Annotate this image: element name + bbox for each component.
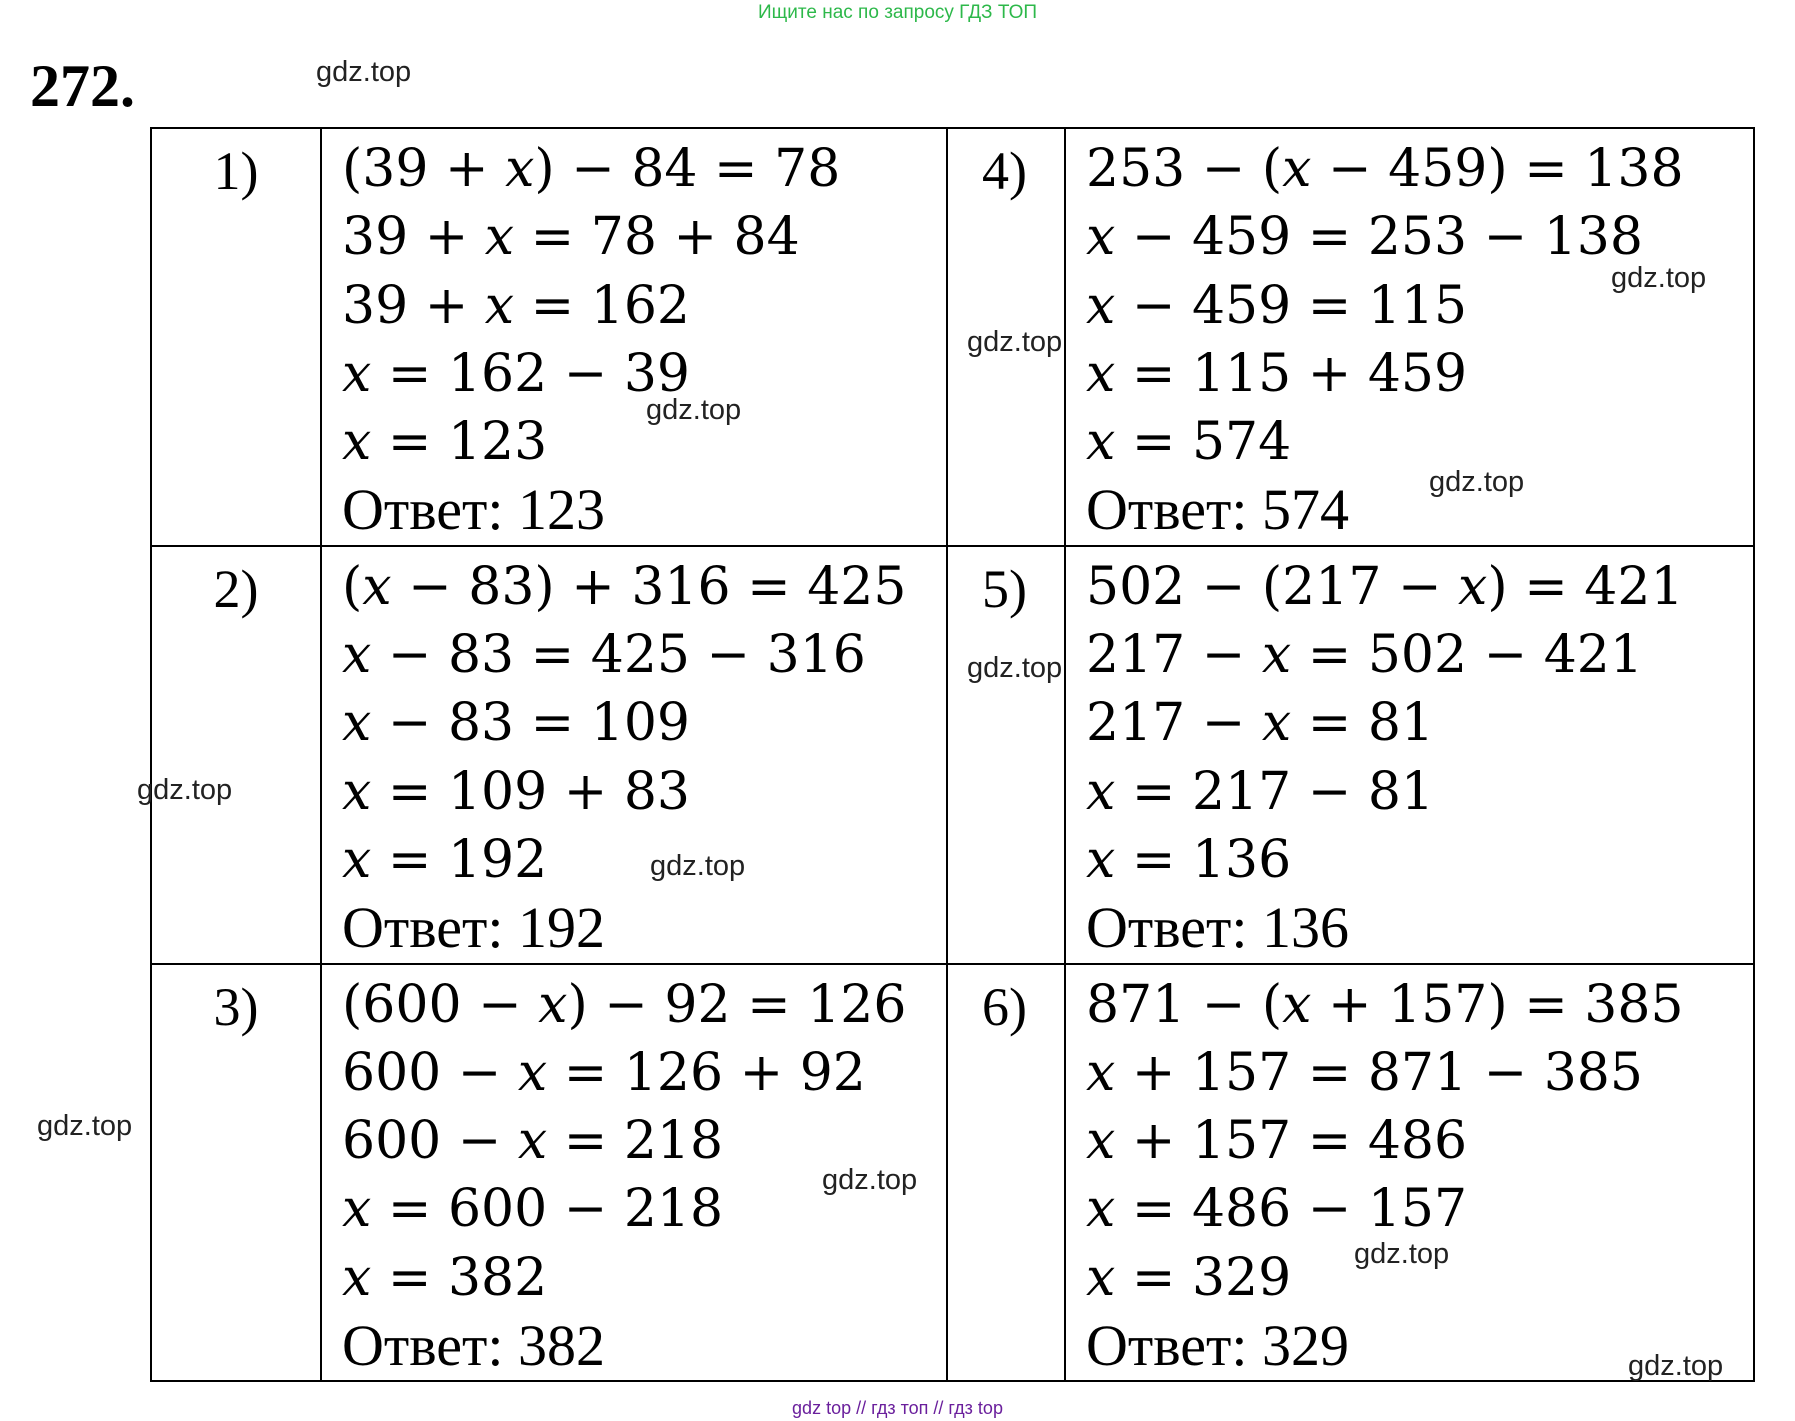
problem-label: 3) bbox=[151, 964, 321, 1382]
problem-label: 6) bbox=[947, 964, 1065, 1382]
solution-cell bbox=[321, 128, 947, 546]
solution-line: 𝑥 = 382 bbox=[342, 1247, 548, 1308]
footer-banner: gdz top // гдз топ // гдз top bbox=[792, 1398, 1003, 1418]
watermark: gdz.top bbox=[967, 652, 1063, 684]
solution-line: 39 + 𝑥 = 78 + 84 bbox=[342, 207, 800, 268]
solution-line: 600 − 𝑥 = 218 bbox=[342, 1111, 724, 1172]
solution-line: 𝑥 − 83 = 425 − 316 bbox=[342, 625, 866, 686]
problem-label: 4) bbox=[947, 128, 1065, 546]
watermark: gdz.top bbox=[1628, 1350, 1724, 1382]
top-banner: Ищите нас по запросу ГДЗ ТОП bbox=[757, 2, 1038, 23]
answer-line: Ответ: 192 bbox=[342, 895, 605, 961]
solution-cell bbox=[1065, 546, 1754, 964]
solution-line: (39 + 𝑥) − 84 = 78 bbox=[342, 139, 841, 199]
watermark: gdz.top bbox=[316, 56, 412, 88]
solution-cell bbox=[1065, 964, 1754, 1382]
solution-line: 253 − (𝑥 − 459) = 138 bbox=[1086, 139, 1684, 199]
solution-cell bbox=[1065, 128, 1754, 546]
solution-line: 𝑥 = 574 bbox=[1086, 412, 1292, 473]
solution-line: 39 + 𝑥 = 162 bbox=[342, 275, 691, 336]
watermark: gdz.top bbox=[822, 1164, 918, 1196]
solution-line: 600 − 𝑥 = 126 + 92 bbox=[342, 1042, 866, 1103]
watermark: gdz.top bbox=[646, 394, 742, 426]
solution-line: 𝑥 + 157 = 871 − 385 bbox=[1086, 1042, 1643, 1103]
solution-line: 𝑥 = 486 − 157 bbox=[1086, 1179, 1468, 1240]
table-row bbox=[151, 546, 1754, 964]
solution-line: 𝑥 = 217 − 81 bbox=[1086, 761, 1435, 822]
answer-line: Ответ: 382 bbox=[342, 1313, 605, 1379]
answer-line: Ответ: 123 bbox=[342, 477, 605, 543]
solution-line: 𝑥 = 136 bbox=[1086, 829, 1292, 890]
solution-line: 502 − (217 − 𝑥) = 421 bbox=[1086, 556, 1684, 617]
solution-line: 𝑥 − 459 = 253 − 138 bbox=[1086, 207, 1643, 268]
solution-line: 𝑥 + 157 = 486 bbox=[1086, 1111, 1468, 1172]
solution-line: 𝑥 = 162 − 39 bbox=[342, 343, 691, 404]
solutions-table bbox=[150, 127, 1755, 1382]
answer-line: Ответ: 574 bbox=[1086, 477, 1349, 543]
answer-line: Ответ: 136 bbox=[1086, 895, 1349, 961]
watermark: gdz.top bbox=[37, 1110, 133, 1142]
problem-label: 1) bbox=[151, 128, 321, 546]
problem-label: 5) bbox=[947, 546, 1065, 964]
watermark: gdz.top bbox=[650, 850, 746, 882]
solution-line: 𝑥 = 123 bbox=[342, 412, 548, 473]
watermark: gdz.top bbox=[1354, 1238, 1450, 1270]
watermark: gdz.top bbox=[1611, 262, 1707, 294]
problem-number: 272. bbox=[30, 53, 135, 119]
solution-cell bbox=[321, 546, 947, 964]
solution-line: 𝑥 = 600 − 218 bbox=[342, 1179, 724, 1240]
solution-line: 𝑥 = 115 + 459 bbox=[1086, 343, 1468, 404]
solution-line: 217 − 𝑥 = 81 bbox=[1086, 693, 1435, 754]
answer-line: Ответ: 329 bbox=[1086, 1313, 1349, 1379]
solution-line: (600 − 𝑥) − 92 = 126 bbox=[342, 974, 907, 1035]
table-row bbox=[151, 964, 1754, 1382]
solution-line: 𝑥 − 83 = 109 bbox=[342, 693, 691, 754]
solution-line: 217 − 𝑥 = 502 − 421 bbox=[1086, 625, 1643, 686]
solution-line: 𝑥 = 329 bbox=[1086, 1247, 1292, 1308]
solution-line: (𝑥 − 83) + 316 = 425 bbox=[342, 556, 907, 617]
solution-line: 871 − (𝑥 + 157) = 385 bbox=[1086, 974, 1684, 1035]
watermark: gdz.top bbox=[967, 326, 1063, 358]
solution-line: 𝑥 = 109 + 83 bbox=[342, 761, 691, 822]
watermark: gdz.top bbox=[1429, 466, 1525, 498]
solution-line: 𝑥 = 192 bbox=[342, 829, 548, 890]
watermark: gdz.top bbox=[137, 774, 233, 806]
solution-line: 𝑥 − 459 = 115 bbox=[1086, 275, 1468, 336]
problem-label: 2) bbox=[151, 546, 321, 964]
